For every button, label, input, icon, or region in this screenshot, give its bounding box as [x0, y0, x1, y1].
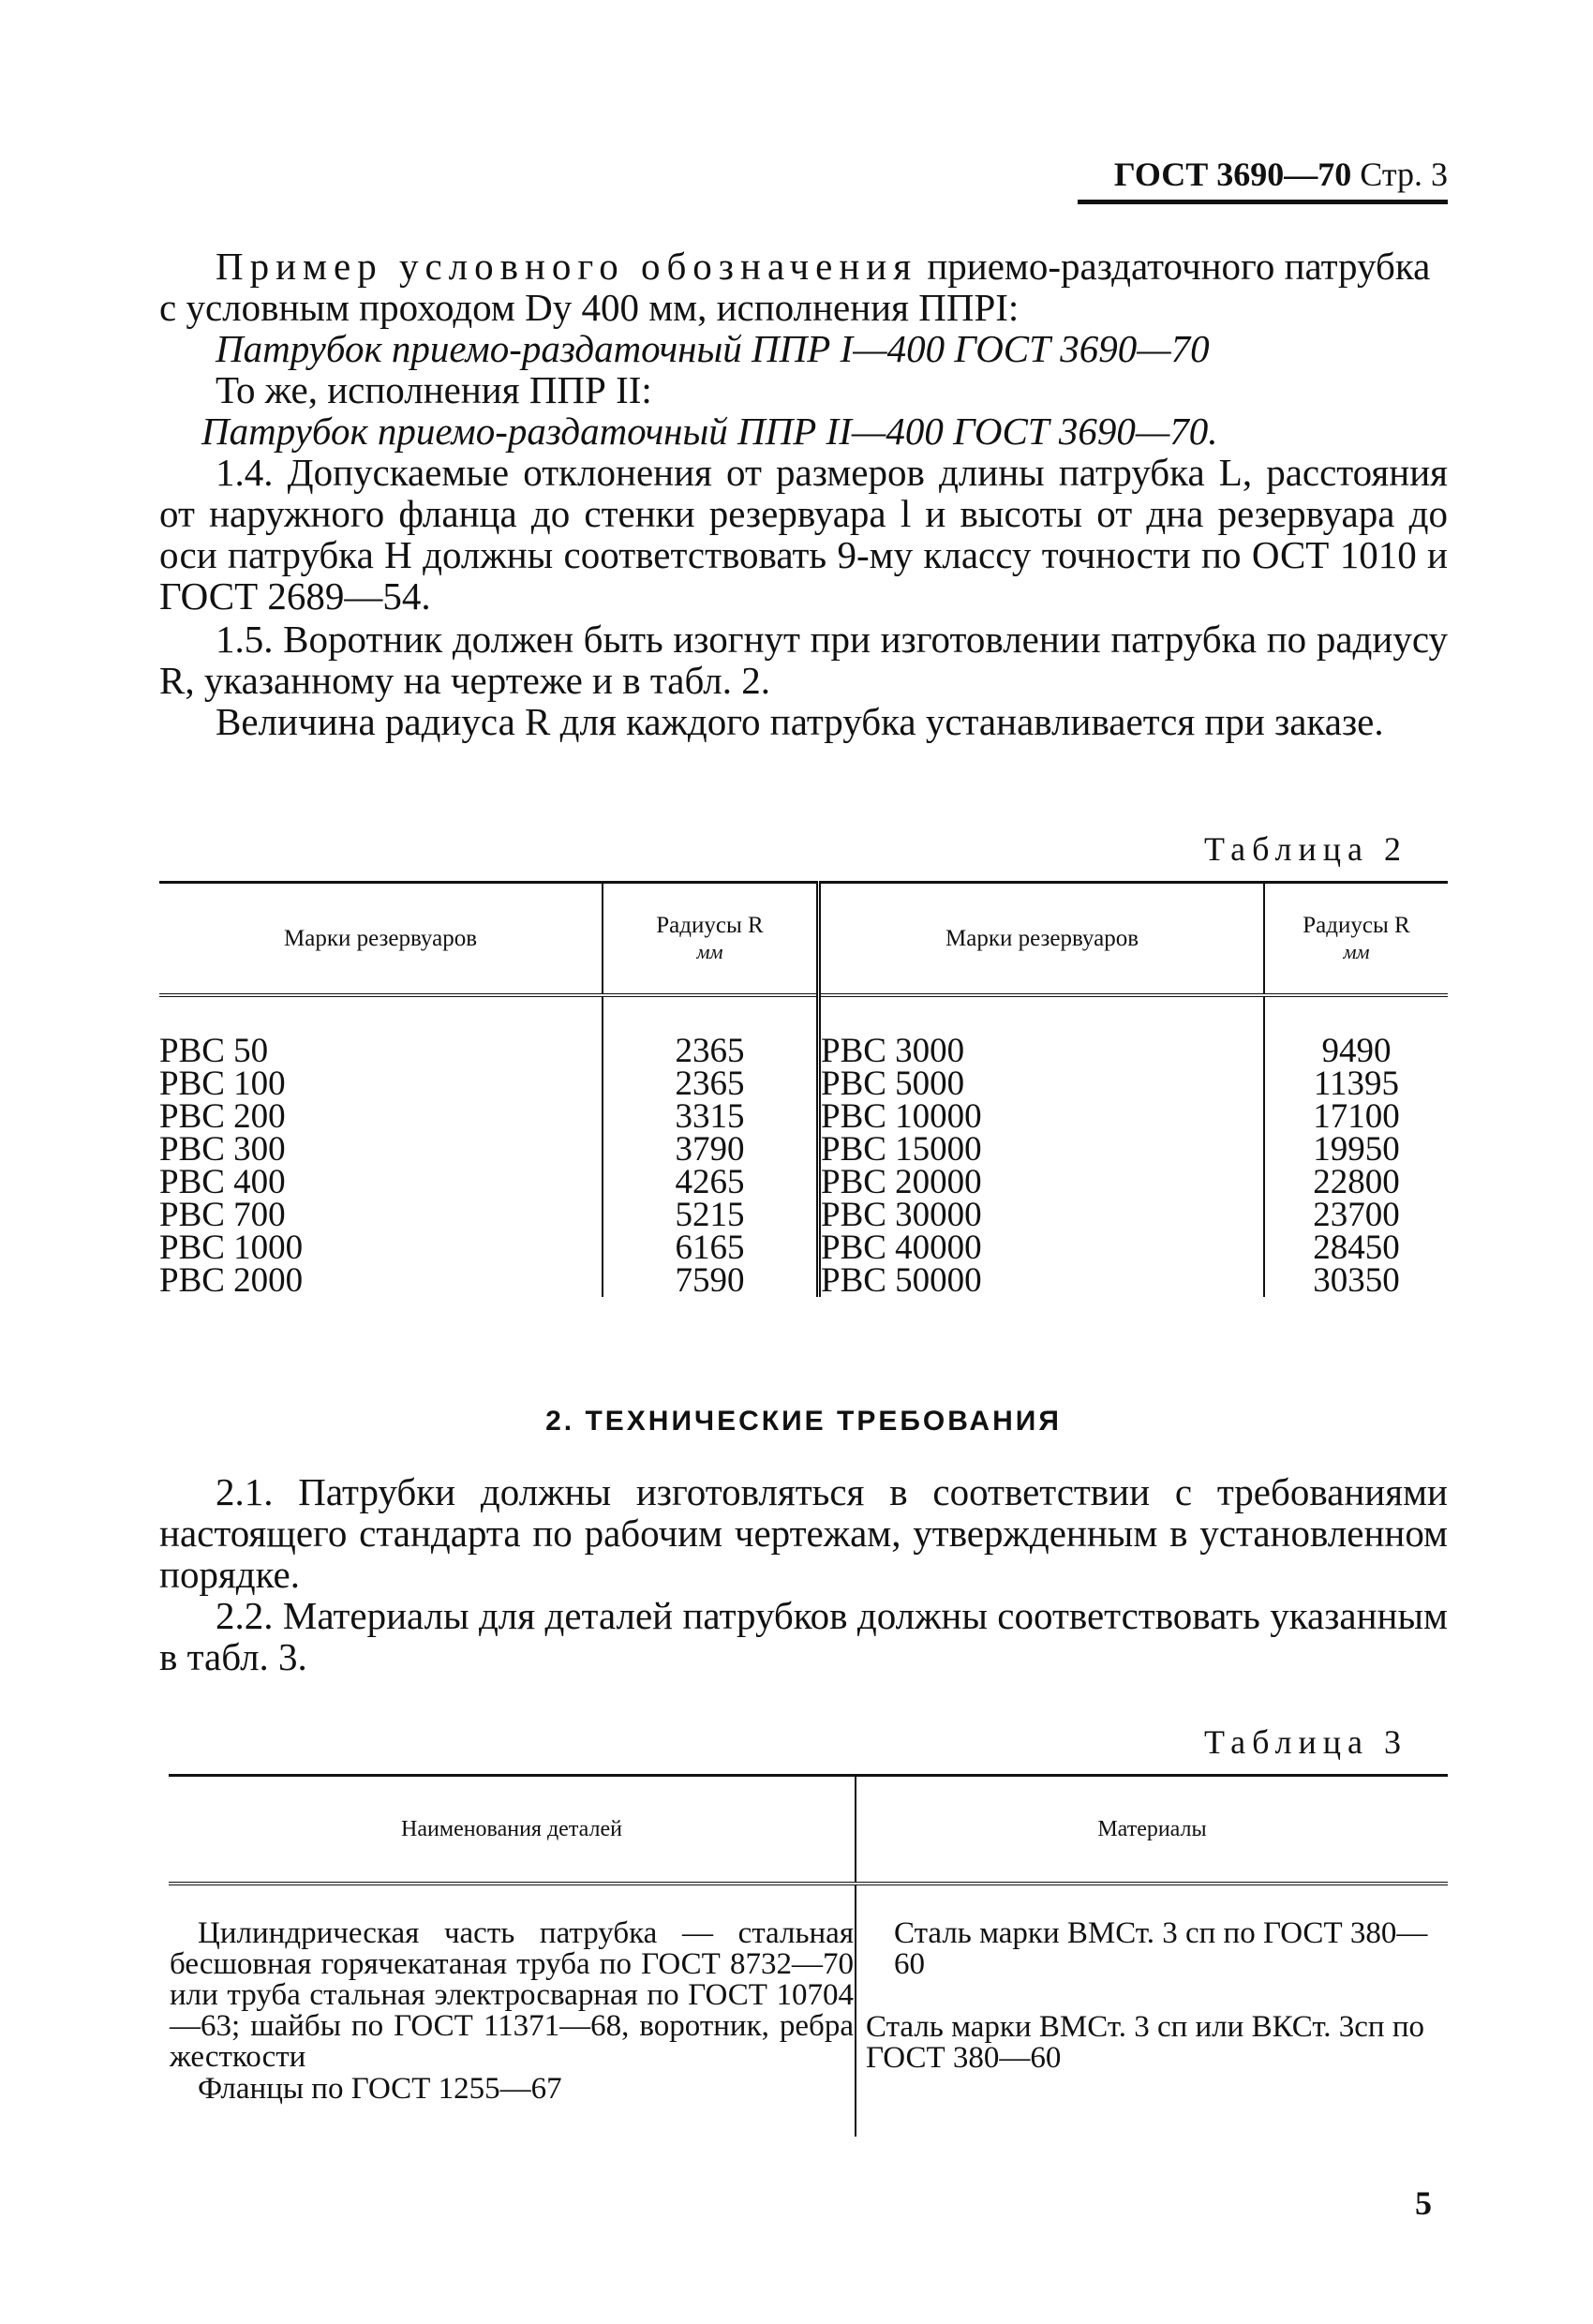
t2-cell: 28450 [1313, 1229, 1400, 1267]
table-3 [169, 1774, 1448, 2137]
header-page: Стр. 3 [1360, 156, 1448, 193]
t2-cell: РВС 20000 [821, 1163, 982, 1201]
table3-caption: Таблица 3 [1204, 1723, 1407, 1761]
t2-cell: РВС 100 [159, 1065, 286, 1103]
section-2-title: 2. ТЕХНИЧЕСКИЕ ТРЕБОВАНИЯ [545, 1406, 1062, 1437]
example-rest: приемо-раздаточного патрубка с условным проходом Dу 400 мм, исполнения ППРI: [159, 245, 1431, 329]
t2-cell: 7590 [675, 1261, 745, 1300]
example-ppr1: Патрубок приемо-раздаточный ППР I—400 ГОСТ 3690—70 [216, 327, 1210, 370]
t2-brands-left [159, 995, 603, 1300]
example-ppr2: Патрубок приемо-раздаточный ППР II—400 ГОСТ 3690—70. [201, 410, 1218, 453]
t2-cell: 19950 [1313, 1130, 1400, 1169]
t3-header-materials: Материалы [856, 1776, 1448, 1885]
t2-cell: 3790 [675, 1130, 745, 1169]
paragraph-same-ppr2: То же, исполнения ППР II: [216, 368, 652, 411]
t3-material-cell: Сталь марки ВМСт. 3 сп или ВКСт. 3сп по ГОСТ 380—60 [866, 2010, 1424, 2075]
t2-cell: РВС 30000 [821, 1196, 982, 1234]
t2-cell: 5215 [675, 1196, 745, 1234]
paragraph-1-5: 1.5. Воротник должен быть изогнут при изготовлении патрубка по радиусу R, указанному на чертеже и в табл. 2. [159, 618, 1448, 702]
paragraph-radius: Величина радиуса R для каждого патрубка устанавливается при заказе. [216, 700, 1384, 743]
header-gost: ГОСТ 3690—70 [1113, 156, 1352, 193]
paragraph-1-4: 1.4. Допускаемые отклонения от размеров длины патрубка L, расстояния от наружного фланца до стенки резервуара l и высоты от дна резервуара до оси патрубка H должны соответствовать 9-му классу точности по ОСТ 1010 и ГОСТ 2689—54. [159, 451, 1448, 618]
t2-cell: 30350 [1313, 1261, 1400, 1300]
t3-part-cell: Фланцы по ГОСТ 1255—67 [169, 2074, 856, 2137]
table2-caption: Таблица 2 [1204, 830, 1407, 868]
t2-radii-left [603, 995, 819, 1300]
t2-cell: 2365 [675, 1032, 745, 1070]
t2-cell: 9490 [1321, 1032, 1392, 1070]
paragraph-2-2: 2.2. Материалы для деталей патрубков должны соответствовать указанным в табл. 3. [159, 1594, 1448, 1678]
t2-cell: РВС 700 [159, 1196, 286, 1234]
t2-radius-label-left: Радиусы R [656, 912, 764, 938]
t3-part-cell: Цилиндрическая часть патрубка — стальная бесшовная горячекатаная труба по ГОСТ 8732—70 или труба стальная электросварная по ГОСТ 10704—63; шайбы по ГОСТ 11371—68, воротник, ребра жесткости [169, 1884, 856, 2074]
t2-unit-right: мм [1343, 939, 1370, 963]
t2-cell: РВС 40000 [821, 1229, 982, 1267]
t2-cell: РВС 15000 [821, 1130, 982, 1169]
paragraph-example-designation [159, 246, 1448, 328]
t2-unit-left: мм [696, 939, 723, 963]
t2-cell: 11395 [1313, 1065, 1400, 1103]
t2-brands-right [819, 995, 1265, 1300]
t3-header-parts: Наименования деталей [169, 1776, 856, 1885]
page-header [1078, 155, 1448, 204]
t2-cell: РВС 1000 [159, 1229, 304, 1267]
t2-cell: 6165 [675, 1229, 745, 1267]
t2-cell: РВС 10000 [821, 1097, 982, 1136]
t2-header-radius-right [1264, 883, 1448, 996]
t2-cell: РВС 5000 [821, 1065, 965, 1103]
t2-cell: 4265 [675, 1163, 745, 1201]
t2-header-brand-left: Марки резервуаров [159, 883, 603, 996]
t2-cell: 2365 [675, 1065, 745, 1103]
t2-cell: РВС 3000 [821, 1032, 965, 1070]
t2-header-brand-right: Марки резервуаров [819, 883, 1265, 996]
t2-cell: РВС 200 [159, 1097, 286, 1136]
t2-cell: РВС 400 [159, 1163, 286, 1201]
t2-cell: РВС 300 [159, 1130, 286, 1169]
t2-cell: 17100 [1313, 1097, 1400, 1136]
t2-header-radius-left [603, 883, 819, 996]
t2-radius-label-right: Радиусы R [1303, 912, 1410, 938]
t2-cell: РВС 2000 [159, 1261, 304, 1300]
t2-radii-right [1264, 995, 1448, 1300]
table-2 [159, 881, 1448, 1300]
example-lead: Пример условного обозначения [216, 245, 918, 288]
t3-material-cell: Сталь марки ВМСт. 3 сп по ГОСТ 380—60 [894, 1916, 1428, 1981]
t2-cell: 3315 [675, 1097, 745, 1136]
paragraph-2-1: 2.1. Патрубки должны изготовляться в соответствии с требованиями настоящего стандарта по рабочим чертежам, утвержденным в установленном порядке. [159, 1470, 1448, 1596]
t2-cell: РВС 50000 [821, 1261, 982, 1300]
page-number: 5 [1415, 2184, 1432, 2222]
t2-cell: 23700 [1313, 1196, 1400, 1234]
t2-cell: РВС 50 [159, 1032, 269, 1070]
t2-cell: 22800 [1313, 1163, 1400, 1201]
table-row [169, 2074, 1448, 2137]
